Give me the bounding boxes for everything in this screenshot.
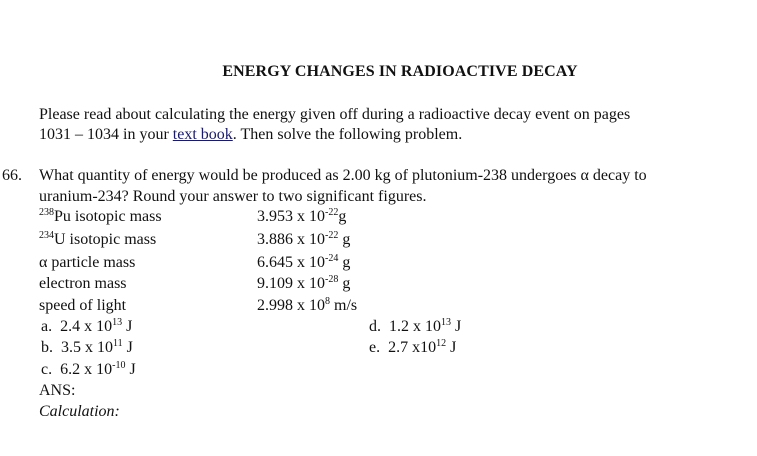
intro-line-2 — [39, 127, 462, 143]
intro-line-2-end: . Then solve the following problem. — [232, 126, 463, 143]
choice-b[interactable] — [41, 340, 133, 356]
data-value-exponent: -28 — [325, 274, 339, 285]
choice-mantissa: 2.4 x 10 — [60, 318, 113, 335]
text-book-link[interactable]: text book — [172, 126, 233, 143]
data-value-exponent: -22 — [325, 230, 339, 241]
data-value-exponent: -24 — [325, 253, 339, 264]
data-label-alpha: α particle mass — [39, 254, 136, 271]
choice-unit: J — [122, 339, 133, 356]
choice-mantissa: 6.2 x 10 — [60, 361, 113, 378]
choice-e[interactable] — [369, 340, 456, 356]
choice-exponent: 11 — [113, 338, 123, 349]
data-label-text: Pu isotopic mass — [54, 208, 162, 225]
data-value-mantissa: 3.886 x 10 — [257, 231, 325, 248]
calculation-label: Calculation: — [39, 403, 120, 420]
data-label-superscript: 234 — [39, 230, 54, 241]
choice-mantissa: 3.5 x 10 — [61, 339, 113, 356]
choice-letter: e. — [369, 339, 381, 356]
data-label-u234 — [39, 232, 156, 248]
choice-mantissa: 1.2 x 10 — [389, 318, 441, 335]
choice-exponent: 13 — [441, 317, 451, 328]
page-title: ENERGY CHANGES IN RADIOACTIVE DECAY — [222, 63, 578, 80]
intro-line-2-start: 1031 – 1034 in your — [39, 126, 173, 143]
choice-unit: J — [451, 318, 462, 335]
data-value-speed-of-light — [257, 298, 357, 314]
question-line-2: uranium-234? Round your answer to two significant figures. — [39, 188, 427, 205]
data-value-unit: g — [338, 275, 351, 292]
data-value-unit: g — [338, 254, 351, 271]
question-line-1: What quantity of energy would be produced as 2.00 kg of plutonium-238 undergoes α decay to — [39, 167, 647, 184]
answer-label: ANS: — [39, 382, 76, 399]
data-label-pu238 — [39, 209, 162, 225]
data-value-exponent: 8 — [325, 296, 330, 307]
choice-mantissa: 2.7 x10 — [388, 339, 437, 356]
data-value-unit: m/s — [330, 297, 358, 314]
data-value-alpha — [257, 255, 350, 271]
data-value-mantissa: 6.645 x 10 — [257, 254, 325, 271]
data-label-electron: electron mass — [39, 275, 127, 292]
data-value-electron — [257, 276, 350, 292]
data-label-text: U isotopic mass — [54, 231, 157, 248]
data-value-mantissa: 9.109 x 10 — [257, 275, 325, 292]
choice-letter: c. — [41, 361, 53, 378]
choice-letter: b. — [41, 339, 53, 356]
data-value-mantissa: 3.953 x 10 — [257, 208, 325, 225]
choice-c[interactable] — [41, 362, 136, 378]
choice-exponent: 13 — [112, 317, 123, 328]
intro-line-1: Please read about calculating the energy given off during a radioactive decay event on pages — [39, 106, 631, 123]
data-value-exponent: -22 — [325, 207, 339, 218]
data-value-pu238 — [257, 209, 346, 225]
choice-a[interactable] — [41, 319, 132, 335]
choice-unit: J — [122, 318, 133, 335]
choice-unit: J — [125, 361, 136, 378]
choice-unit: J — [446, 339, 457, 356]
choice-exponent: -10 — [112, 360, 126, 371]
data-label-superscript: 238 — [39, 207, 54, 218]
choice-exponent: 12 — [436, 338, 447, 349]
choice-d[interactable] — [369, 319, 461, 335]
data-value-u234 — [257, 232, 350, 248]
question-number: 66. — [2, 167, 22, 184]
data-value-unit: g — [338, 231, 351, 248]
choice-letter: a. — [41, 318, 53, 335]
data-value-unit: g — [338, 208, 347, 225]
choice-letter: d. — [369, 318, 381, 335]
data-value-mantissa: 2.998 x 10 — [257, 297, 325, 314]
data-label-speed-of-light: speed of light — [39, 297, 127, 314]
